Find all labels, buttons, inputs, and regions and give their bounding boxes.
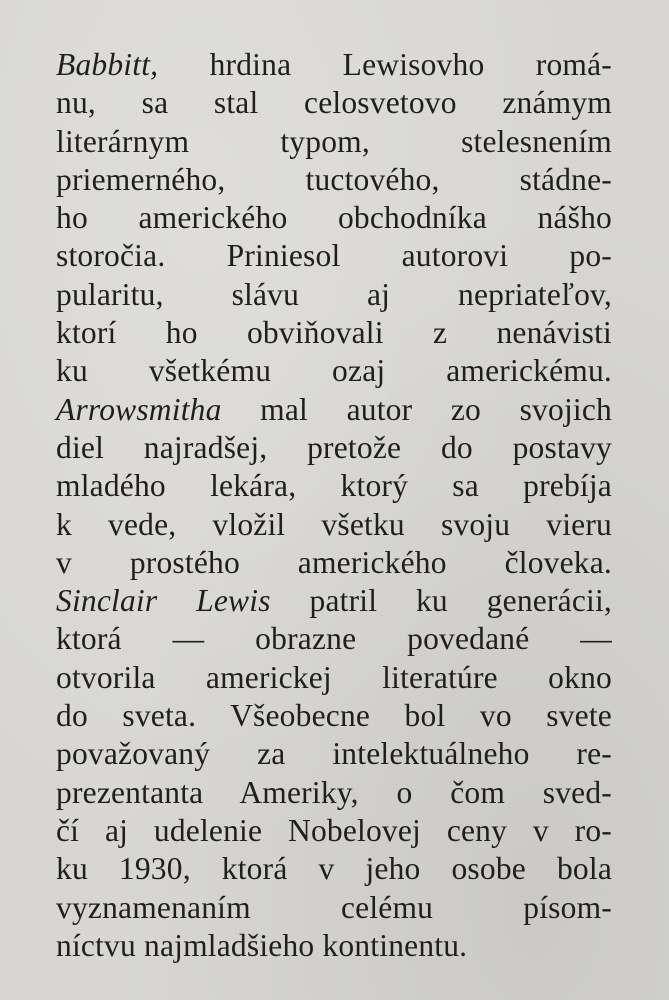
text-line-5: ho amerického obchodníka nášho	[56, 200, 612, 236]
line-15-rest: patril ku generácii,	[270, 583, 612, 619]
text-line-10	[56, 391, 612, 429]
text-line-24: níctvu najmladšieho kontinentu.	[56, 927, 468, 963]
text-line-8: ktorí ho obviňovali z nenávisti	[56, 315, 612, 351]
text-line-1	[56, 46, 612, 84]
line-1-rest: hrdina Lewisovho romá-	[158, 47, 612, 82]
text-line-6: storočia. Priniesol autorovi po-	[56, 238, 612, 274]
text-line-18: do sveta. Všeobecne bol vo svete	[56, 698, 612, 734]
line-10-rest: mal autor zo svojich	[221, 391, 612, 427]
text-line-17: otvorila americkej literatúre okno	[56, 659, 612, 695]
italic-author-name: Sinclair Lewis	[56, 583, 271, 619]
text-line-7: pularitu, slávu aj nepriateľov,	[56, 276, 612, 312]
text-line-19: považovaný za intelektuálneho re-	[56, 736, 612, 772]
text-line-2: nu, sa stal celosvetovo známym	[56, 85, 612, 121]
text-line-15	[56, 582, 612, 620]
text-line-21: čí aj udelenie Nobelovej ceny v ro-	[56, 812, 612, 848]
text-line-14: v prostého amerického človeka.	[56, 544, 612, 580]
text-line-12: mladého lekára, ktorý sa prebíja	[56, 468, 612, 504]
text-line-13: k vede, vložil všetku svoju vieru	[56, 506, 612, 542]
italic-title-babbitt: Babbitt,	[56, 47, 159, 82]
book-page-text-block	[56, 46, 612, 965]
text-line-22: ku 1930, ktorá v jeho osobe bola	[56, 851, 612, 887]
text-line-4: priemerného, tuctového, stádne-	[56, 161, 612, 197]
text-line-20: prezentanta Ameriky, o čom sved-	[56, 774, 612, 810]
text-line-16: ktorá — obrazne povedané —	[56, 621, 612, 657]
text-line-23: vyznamenaním celému písom-	[56, 889, 612, 925]
text-line-3: literárnym typom, stelesnením	[56, 123, 612, 159]
text-line-11: diel najradšej, pretože do postavy	[56, 429, 612, 465]
italic-title-arrowsmitha: Arrowsmitha	[56, 391, 222, 427]
text-line-9: ku všetkému ozaj americkému.	[56, 353, 612, 389]
